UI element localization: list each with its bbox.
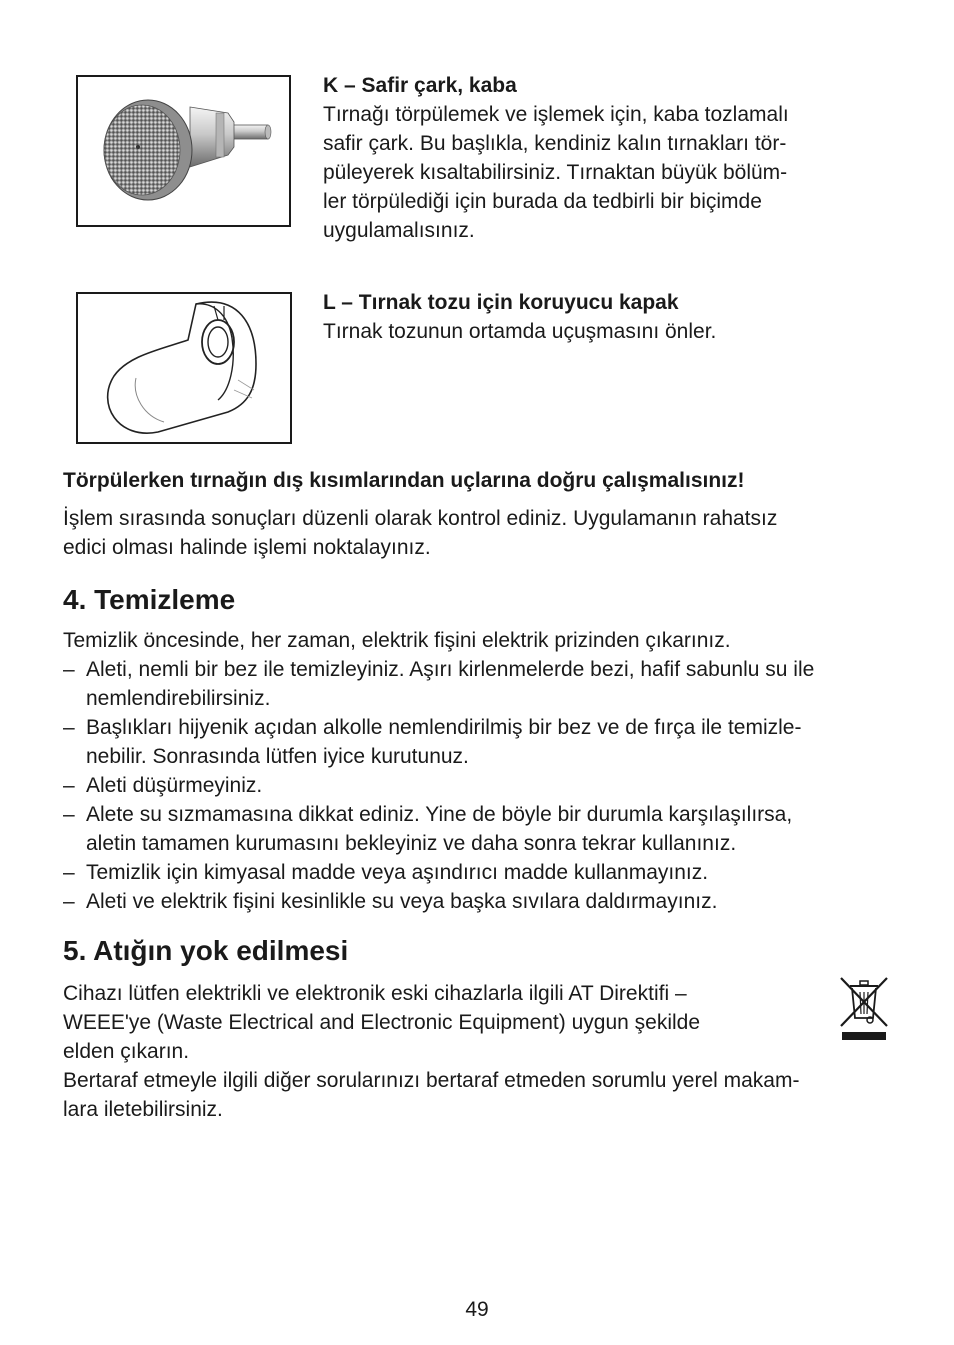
- intro-line: İşlem sırasında sonuçları düzenli olarak kontrol ediniz. Uygulamanın rahatsız: [63, 507, 778, 530]
- disposal-line: lara iletebilirsiniz.: [63, 1098, 223, 1121]
- section-4-heading: 4. Temizleme: [63, 584, 236, 615]
- protective-cap-illustration: [78, 294, 290, 442]
- sapphire-disc-image: [76, 75, 291, 227]
- bullet-dash: –: [63, 890, 75, 913]
- bullet-text: aletin tamamen kurumasını bekleyiniz ve daha sonra tekrar kullanınız.: [86, 832, 737, 855]
- disposal-line: WEEE'ye (Waste Electrical and Electronic Equipment) uygun şekilde: [63, 1011, 701, 1034]
- disposal-line: Bertaraf etmeyle ilgili diğer sorularınızı bertaraf etmeden sorumlu yerel makam-: [63, 1069, 800, 1092]
- item-k-line: ler törpülediği için burada da tedbirli bir biçimde: [323, 190, 762, 213]
- item-l-line: Tırnak tozunun ortamda uçuşmasını önler.: [323, 320, 717, 343]
- bullet-text: nemlendirebilirsiniz.: [86, 687, 271, 710]
- item-k-line: uygulamalısınız.: [323, 219, 475, 242]
- item-l-title: L – Tırnak tozu için koruyucu kapak: [323, 291, 679, 314]
- bullet-dash: –: [63, 716, 75, 739]
- bullet-text: Aleti, nemli bir bez ile temizleyiniz. Aşırı kirlenmelerde bezi, hafif sabunlu su ile: [86, 658, 815, 681]
- bullet-text: Başlıkları hijyenik açıdan alkolle nemlendirilmiş bir bez ve de fırça ile temizle-: [86, 716, 802, 739]
- disposal-line: elden çıkarın.: [63, 1040, 190, 1063]
- item-k-line: safir çark. Bu başlıkla, kendiniz kalın tırnakları tör-: [323, 132, 787, 155]
- warning-text: Törpülerken tırnağın dış kısımlarından uçlarına doğru çalışmalısınız!: [63, 469, 745, 492]
- bullet-dash: –: [63, 658, 75, 681]
- item-k-line: Tırnağı törpülemek ve işlemek için, kaba tozlamalı: [323, 103, 789, 126]
- bullet-text: nebilir. Sonrasında lütfen iyice kurutunuz.: [86, 745, 469, 768]
- intro-line: edici olması halinde işlemi noktalayınız.: [63, 536, 431, 559]
- bullet-text: Aleti düşürmeyiniz.: [86, 774, 263, 797]
- section-4-intro: Temizlik öncesinde, her zaman, elektrik fişini elektrik prizinden çıkarınız.: [63, 629, 731, 652]
- weee-bin-icon: [838, 974, 890, 1042]
- section-5-heading: 5. Atığın yok edilmesi: [63, 935, 349, 966]
- bullet-text: Temizlik için kimyasal madde veya aşındırıcı madde kullanmayınız.: [86, 861, 709, 884]
- bullet-dash: –: [63, 861, 75, 884]
- bullet-dash: –: [63, 803, 75, 826]
- bullet-text: Aleti ve elektrik fişini kesinlikle su veya başka sıvılara daldırmayınız.: [86, 890, 718, 913]
- page-number: 49: [465, 1298, 489, 1321]
- bullet-dash: –: [63, 774, 75, 797]
- sapphire-disc-illustration: [78, 77, 289, 225]
- item-k-title: K – Safir çark, kaba: [323, 74, 517, 97]
- section-4-bullets: [63, 655, 893, 915]
- item-k-line: püleyerek kısaltabilirsiniz. Tırnaktan büyük bölüm-: [323, 161, 788, 184]
- disposal-line: Cihazı lütfen elektrikli ve elektronik eski cihazlarla ilgili AT Direktifi –: [63, 982, 687, 1005]
- protective-cap-image: [76, 292, 292, 444]
- bullet-text: Alete su sızmamasına dikkat ediniz. Yine de böyle bir durumla karşılaşılırsa,: [86, 803, 793, 826]
